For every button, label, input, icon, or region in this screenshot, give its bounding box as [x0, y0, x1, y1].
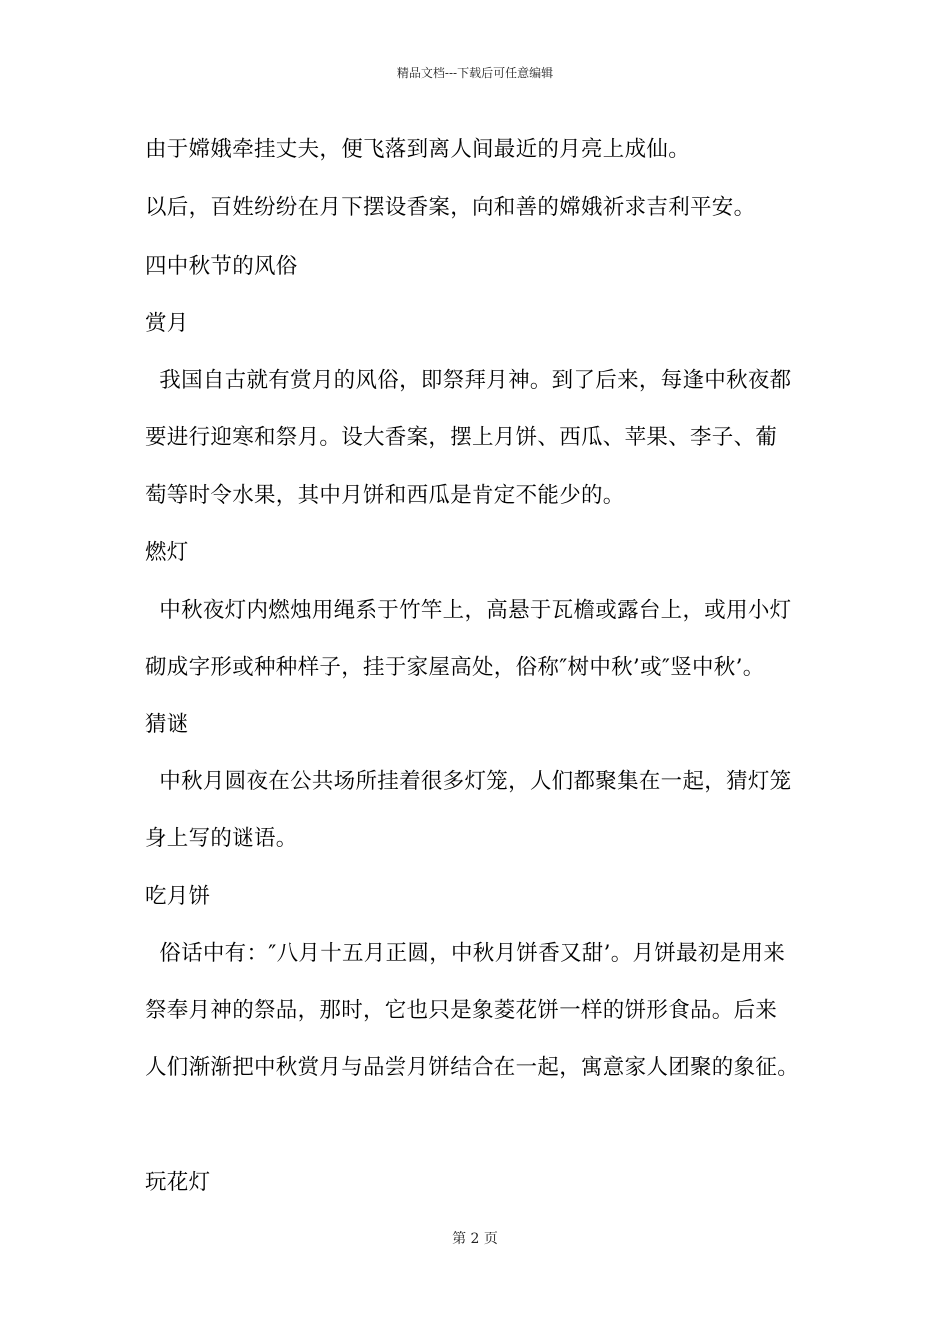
text-line: 我国自古就有赏月的风俗，即祭拜月神。到了后来，每逢中秋夜都 [145, 368, 792, 393]
text-line: 萄等时令水果，其中月饼和西瓜是肯定不能少的。 [145, 483, 625, 508]
subheading: 猜谜 [145, 712, 189, 737]
subheading: 燃灯 [145, 540, 189, 565]
subheading: 玩花灯 [145, 1170, 211, 1195]
text-line: 砌成字形或种种样子，挂于家屋高处，俗称″树中秋’或″竖中秋’。 [145, 655, 765, 680]
subheading: 吃月饼 [145, 884, 211, 909]
text-line: 中秋夜灯内燃烛用绳系于竹竿上，高悬于瓦檐或露台上，或用小灯 [145, 598, 792, 623]
text-line: 人们渐渐把中秋赏月与品尝月饼结合在一起，寓意家人团聚的象征。 [145, 1055, 800, 1080]
text-line: 身上写的谜语。 [145, 826, 298, 851]
subheading: 赏月 [145, 311, 189, 336]
text-line: 由于嫦娥牵挂丈夫，便飞落到离人间最近的月亮上成仙。 [145, 137, 691, 162]
text-line: 祭奉月神的祭品，那时，它也只是象菱花饼一样的饼形食品。后来 [145, 998, 778, 1023]
page-header: 精品文档---下载后可任意编辑 [396, 66, 554, 80]
text-line: 俗话中有：″八月十五月正圆，中秋月饼香又甜’。月饼最初是用来 [145, 941, 786, 966]
section-heading: 四中秋节的风俗 [145, 254, 298, 279]
text-line: 要进行迎寒和祭月。设大香案，摆上月饼、西瓜、苹果、李子、葡 [145, 425, 778, 450]
page-number: 第 2 页 [452, 1231, 498, 1247]
text-line: 中秋月圆夜在公共场所挂着很多灯笼，人们都聚集在一起，猜灯笼 [145, 769, 792, 794]
text-line: 以后，百姓纷纷在月下摆设香案，向和善的嫦娥祈求吉利平安。 [145, 195, 756, 220]
